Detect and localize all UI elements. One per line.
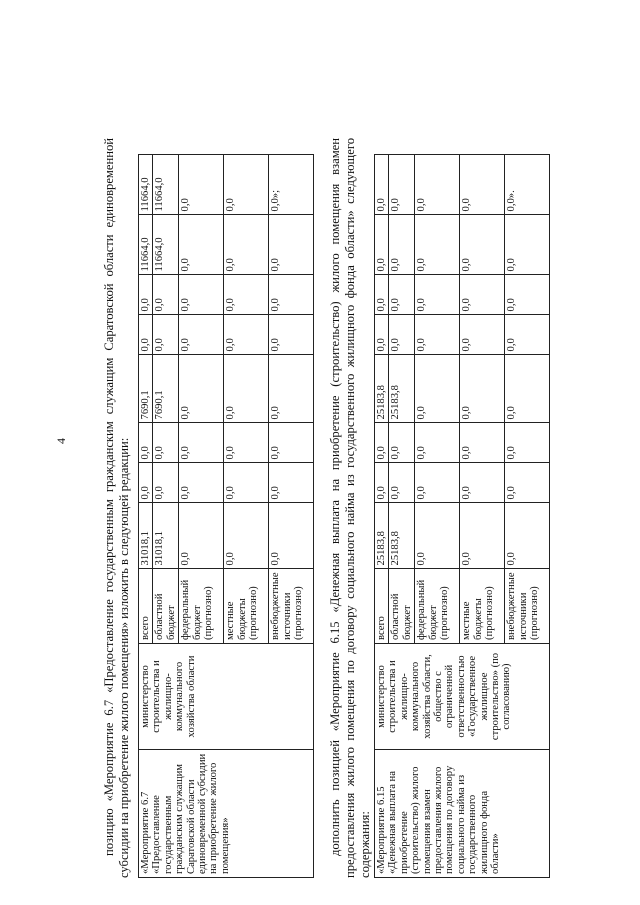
value-cell: 0,0	[505, 215, 550, 275]
value-cell: 25183,8	[389, 355, 415, 423]
value-cell: 0,0	[224, 355, 269, 423]
table-2	[374, 154, 550, 878]
value-cell: 0,0	[389, 463, 415, 503]
table-1	[138, 154, 314, 878]
value-cell: 0,0	[389, 215, 415, 275]
value-cell: 0,0	[375, 463, 389, 503]
value-cell: 0,0	[153, 275, 179, 315]
value-cell: 0,0	[269, 463, 314, 503]
value-cell: 0,0	[375, 275, 389, 315]
value-cell: 25183,8	[375, 355, 389, 423]
value-cell: 0,0	[415, 503, 460, 569]
value-cell: 0,0».	[505, 155, 550, 215]
value-cell: 11664,0	[139, 215, 153, 275]
value-cell: 0,0	[224, 503, 269, 569]
value-cell: 25183,8	[375, 503, 389, 569]
value-cell: 0,0	[460, 215, 505, 275]
value-cell: 11664,0	[153, 155, 179, 215]
value-cell: 0,0	[224, 315, 269, 355]
value-cell: 0,0	[389, 155, 415, 215]
executor-cell: министерство строительства и жилищно-коммунального хозяйства области	[139, 644, 314, 750]
table-row	[139, 155, 153, 878]
value-cell: 0,0	[389, 315, 415, 355]
value-cell: 0,0	[179, 423, 224, 463]
value-cell: 0,0	[375, 423, 389, 463]
value-cell: 0,0	[224, 155, 269, 215]
source-cell: всего	[139, 569, 153, 644]
value-cell: 0,0	[224, 423, 269, 463]
value-cell: 0,0	[153, 423, 179, 463]
value-cell: 0,0	[269, 503, 314, 569]
value-cell: 0,0	[179, 503, 224, 569]
value-cell: 0,0	[269, 355, 314, 423]
value-cell: 0,0	[224, 215, 269, 275]
value-cell: 0,0	[375, 315, 389, 355]
value-cell: 0,0	[460, 315, 505, 355]
value-cell: 11664,0	[139, 155, 153, 215]
value-cell: 0,0	[224, 275, 269, 315]
source-cell: областной бюджет	[389, 569, 415, 644]
source-cell: всего	[375, 569, 389, 644]
value-cell: 31018,1	[153, 503, 179, 569]
value-cell: 0,0	[505, 423, 550, 463]
value-cell: 0,0	[179, 463, 224, 503]
value-cell: 0,0»;	[269, 155, 314, 215]
paragraph-1-text: позицию «Мероприятие 6.7 «Предоставление государственным гражданским служащим Саратовской области единовременной субсидии на приобретение жилого помещения» изложить в следующей редакции:	[102, 138, 131, 878]
value-cell: 0,0	[460, 463, 505, 503]
executor-cell: министерство строительства и жилищно-коммунального хозяйства области, общество с ограниченной ответственностью «Государственное жилищное строительство» (по согласованию)	[375, 644, 550, 750]
table-row	[375, 155, 389, 878]
value-cell: 0,0	[139, 315, 153, 355]
value-cell: 0,0	[415, 355, 460, 423]
value-cell: 25183,8	[389, 503, 415, 569]
paragraph-1	[102, 138, 132, 878]
value-cell: 0,0	[179, 355, 224, 423]
value-cell: 0,0	[375, 155, 389, 215]
value-cell: 0,0	[460, 155, 505, 215]
value-cell: 0,0	[415, 155, 460, 215]
value-cell: 0,0	[415, 215, 460, 275]
value-cell: 7690,1	[139, 355, 153, 423]
value-cell: 0,0	[269, 215, 314, 275]
measure-name-cell: «Мероприятие 6.15 «Денежная выплата на приобретение (строительство) жилого помещения взамен предоставления жилого помещения по договору социального найма из государственного жилищного фонда области»	[375, 750, 550, 878]
value-cell: 0,0	[179, 215, 224, 275]
measure-name-cell: «Мероприятие 6.7 «Предоставление государственным гражданским служащим Саратовской области единовременной субсидии на приобретение жилого помещения»	[139, 750, 314, 878]
value-cell: 7690,1	[153, 355, 179, 423]
value-cell: 0,0	[139, 463, 153, 503]
value-cell: 0,0	[460, 275, 505, 315]
value-cell: 0,0	[460, 355, 505, 423]
value-cell: 0,0	[153, 463, 179, 503]
value-cell: 0,0	[460, 503, 505, 569]
source-cell: областной бюджет	[153, 569, 179, 644]
paragraph-2-text: дополнить позицией «Мероприятие 6.15 «Денежная выплата на приобретение (строительство) жилого помещения взамен предоставления жилого помещения по договору социального найма из государственного жилищного фонда области» следующего содержания:	[328, 138, 372, 878]
source-cell: внебюджетные источники (прогнозно)	[269, 569, 314, 644]
value-cell: 0,0	[460, 423, 505, 463]
paragraph-2	[328, 138, 373, 878]
value-cell: 0,0	[505, 463, 550, 503]
value-cell: 0,0	[415, 275, 460, 315]
value-cell: 0,0	[153, 315, 179, 355]
value-cell: 31018,1	[139, 503, 153, 569]
value-cell: 0,0	[179, 155, 224, 215]
value-cell: 0,0	[389, 423, 415, 463]
value-cell: 0,0	[269, 423, 314, 463]
value-cell: 0,0	[415, 423, 460, 463]
value-cell: 0,0	[179, 315, 224, 355]
source-cell: федеральный бюджет (прогнозно)	[415, 569, 460, 644]
value-cell: 0,0	[375, 215, 389, 275]
page-number: 4	[54, 438, 68, 444]
source-cell: внебюджетные источники (прогнозно)	[505, 569, 550, 644]
value-cell: 11664,0	[153, 215, 179, 275]
value-cell: 0,0	[139, 275, 153, 315]
value-cell: 0,0	[269, 315, 314, 355]
value-cell: 0,0	[505, 315, 550, 355]
value-cell: 0,0	[505, 355, 550, 423]
value-cell: 0,0	[415, 315, 460, 355]
value-cell: 0,0	[179, 275, 224, 315]
value-cell: 0,0	[415, 463, 460, 503]
value-cell: 0,0	[505, 503, 550, 569]
rotated-content	[100, 18, 620, 878]
value-cell: 0,0	[389, 275, 415, 315]
source-cell: местные бюджеты (прогнозно)	[224, 569, 269, 644]
source-cell: федеральный бюджет (прогнозно)	[179, 569, 224, 644]
source-cell: местные бюджеты (прогнозно)	[460, 569, 505, 644]
value-cell: 0,0	[224, 463, 269, 503]
value-cell: 0,0	[505, 275, 550, 315]
value-cell: 0,0	[139, 423, 153, 463]
value-cell: 0,0	[269, 275, 314, 315]
